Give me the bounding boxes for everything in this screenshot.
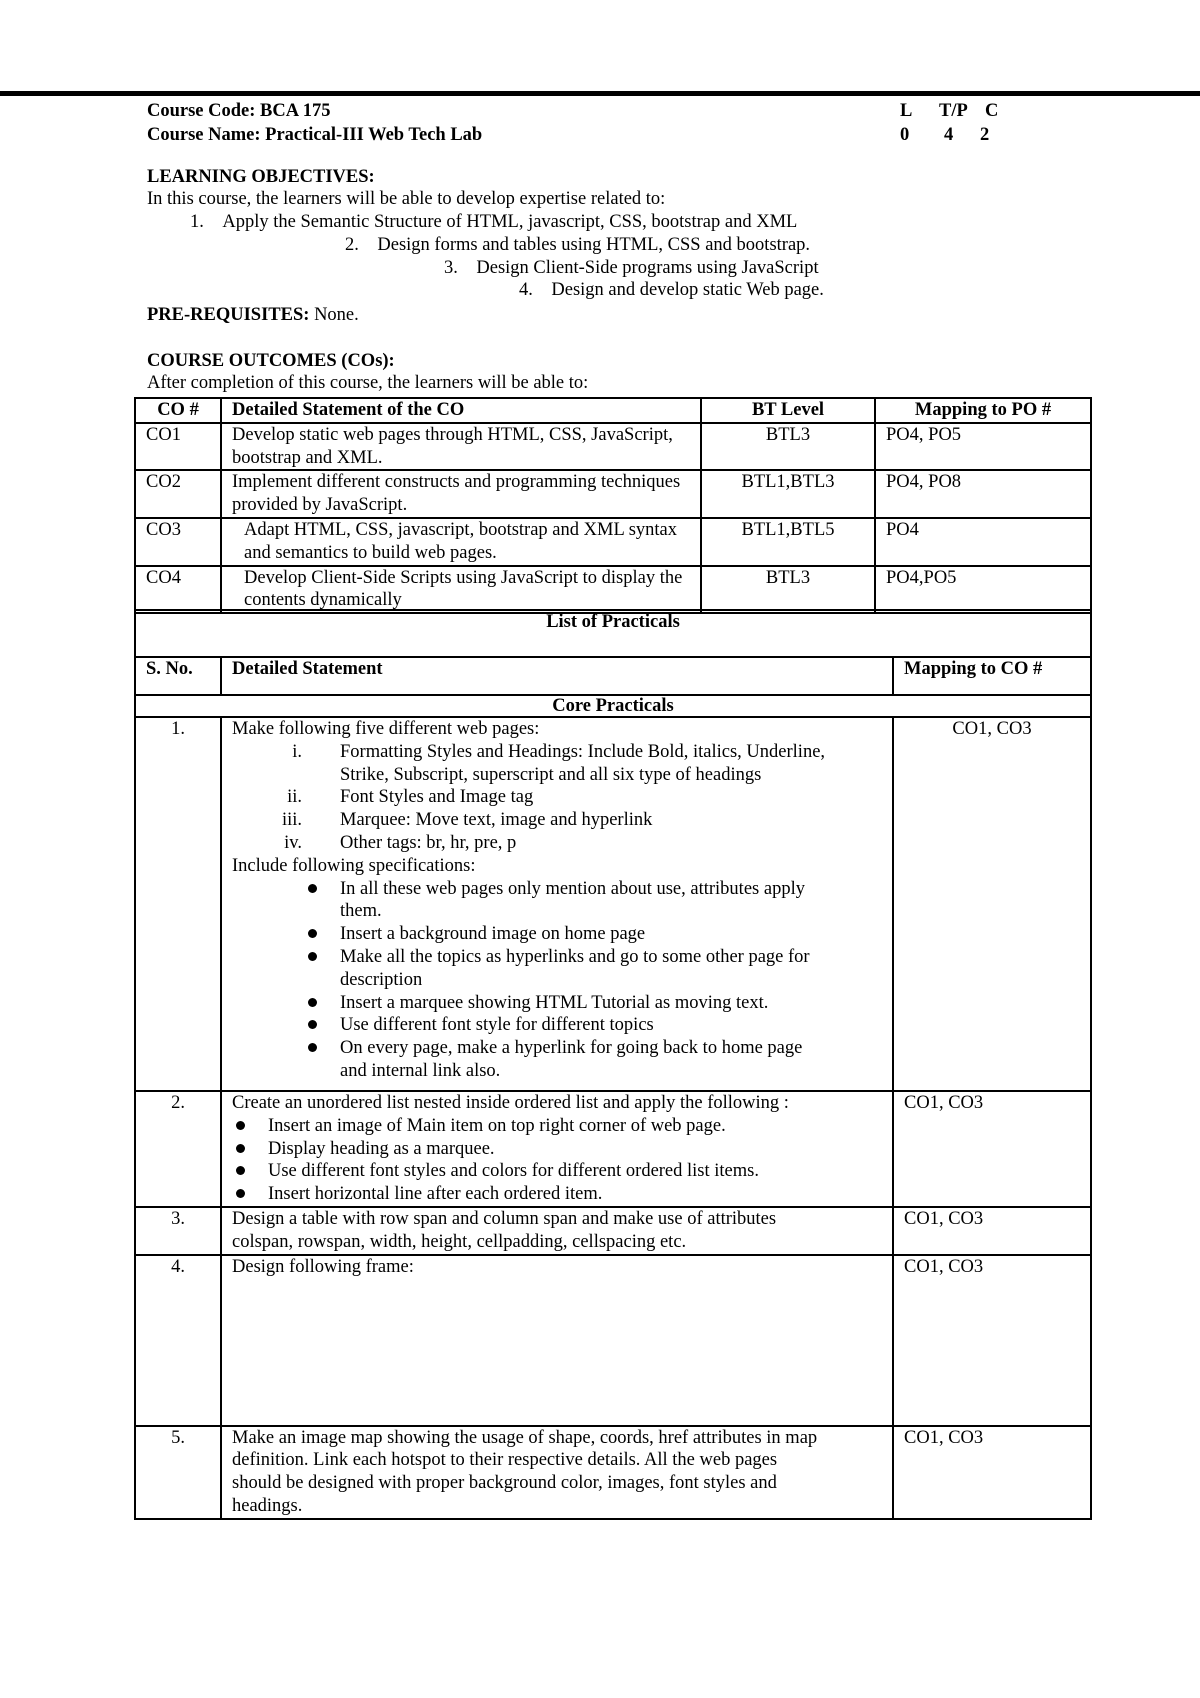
practical-line: headings.: [232, 1495, 303, 1516]
objective-item: [190, 211, 797, 234]
table-row: [135, 470, 1091, 518]
list-item-text: Display heading as a marquee.: [268, 1138, 495, 1159]
roman-num: i.: [292, 741, 302, 762]
practical-statement: [221, 1426, 893, 1519]
co-bt-level: BTL3: [701, 423, 875, 471]
list-item: [232, 946, 882, 969]
practical-num: 1.: [135, 717, 221, 1091]
practical-statement: [221, 1207, 893, 1255]
objective-item: [444, 257, 819, 280]
practical-line: definition. Link each hotspot to their respective details. All the web pages: [232, 1450, 778, 1471]
list-item-text: Font Styles and Image tag: [340, 787, 534, 808]
list-item-text: On every page, make a hyperlink for going back to home page: [340, 1038, 803, 1059]
objective-num: 1.: [190, 212, 204, 232]
list-item: [232, 1037, 882, 1060]
bullet-icon: [308, 1043, 317, 1052]
practical-line: Make an image map showing the usage of shape, coords, href attributes in map: [232, 1427, 818, 1448]
objectives-heading: LEARNING OBJECTIVES:: [147, 167, 375, 187]
co-statement: Implement different constructs and programming techniques provided by JavaScript.: [221, 470, 701, 518]
objective-text: Apply the Semantic Structure of HTML, javascript, CSS, bootstrap and XML: [222, 212, 798, 232]
ltpc-label-tp: T/P: [939, 101, 968, 121]
list-item: [232, 923, 882, 946]
co-po-mapping: PO4, PO5: [875, 423, 1091, 471]
list-item: [232, 992, 882, 1015]
objective-text: Design and develop static Web page.: [551, 280, 824, 300]
practical-intro: Create an unordered list nested inside ordered list and apply the following :: [232, 1093, 789, 1113]
col-sno: S. No.: [135, 657, 221, 695]
list-item: [232, 1014, 882, 1037]
bullet-icon: [308, 929, 317, 938]
objective-text: Design forms and tables using HTML, CSS and bootstrap.: [377, 235, 811, 255]
core-practicals-title: Core Practicals: [135, 695, 1091, 717]
practicals-header: [135, 657, 1091, 695]
co-id: CO1: [135, 423, 221, 471]
list-item-text: Use different font style for different topics: [340, 1015, 654, 1036]
list-item-text: Formatting Styles and Headings: Include Bold, italics, Underline,: [340, 741, 826, 762]
practical-num: 5.: [135, 1426, 221, 1519]
roman-num: iii.: [281, 810, 302, 831]
top-rule: [0, 91, 1200, 96]
col-co-mapping: Mapping to CO #: [893, 657, 1091, 695]
practicals-table: [134, 609, 1092, 1520]
practical-num: 4.: [135, 1255, 221, 1426]
practical-line: colspan, rowspan, width, height, cellpadding, cellspacing etc.: [232, 1231, 687, 1252]
co-bt-level: BTL1,BTL3: [701, 470, 875, 518]
practical-co-mapping: CO1, CO3: [893, 1426, 1091, 1519]
practical-num: 2.: [135, 1091, 221, 1207]
list-item-text: Marquee: Move text, image and hyperlink: [340, 810, 653, 831]
spec-intro: Include following specifications:: [232, 855, 476, 876]
list-item-continuation: description: [340, 969, 423, 990]
ltpc-value-l: 0: [900, 125, 910, 145]
ltpc-label-l: L: [900, 101, 913, 121]
list-item-text: Insert horizontal line after each ordered item.: [268, 1184, 603, 1205]
bullet-icon: [308, 1020, 317, 1029]
list-item: [232, 1115, 882, 1138]
ltpc-value-c: 2: [980, 125, 990, 145]
practical-statement: [221, 717, 893, 1091]
list-item: [232, 1160, 882, 1183]
objective-text: Design Client-Side programs using JavaScript: [476, 258, 819, 278]
table-row: [135, 1207, 1091, 1255]
bullet-icon: [308, 884, 317, 893]
objective-num: 2.: [345, 235, 359, 255]
table-row: [135, 1091, 1091, 1207]
course-name: Course Name: Practical-III Web Tech Lab: [147, 125, 483, 145]
co-statement: Develop Client-Side Scripts using JavaScript to display the contents dynamically: [221, 566, 701, 614]
practical-line: should be designed with proper background color, images, font styles and: [232, 1473, 777, 1494]
list-item-continuation: and internal link also.: [340, 1060, 501, 1081]
roman-num: iv.: [284, 832, 302, 853]
col-statement: Detailed Statement of the CO: [221, 398, 701, 423]
list-item: [232, 832, 882, 855]
list-item: [232, 741, 882, 764]
list-item-text: Other tags: br, hr, pre, p: [340, 832, 517, 853]
bullet-icon: [236, 1189, 245, 1198]
practicals-title: List of Practicals: [135, 610, 1091, 657]
co-bt-level: BTL3: [701, 566, 875, 614]
ltpc-label-c: C: [985, 101, 999, 121]
practical-num: 3.: [135, 1207, 221, 1255]
table-row: [135, 1426, 1091, 1519]
table-row: [135, 423, 1091, 471]
practical-co-mapping: CO1, CO3: [893, 717, 1091, 1091]
list-item: [232, 786, 882, 809]
bullet-icon: [236, 1144, 245, 1153]
col-co: CO #: [135, 398, 221, 423]
practical-line: Design a table with row span and column span and make use of attributes: [232, 1209, 777, 1229]
list-item: [232, 1183, 882, 1206]
outcomes-heading: COURSE OUTCOMES (COs):: [147, 351, 395, 371]
bullet-icon: [308, 998, 317, 1007]
list-item-text: Make all the topics as hyperlinks and go to some other page for: [340, 946, 810, 967]
prerequisites-value: None.: [314, 305, 359, 325]
practical-co-mapping: CO1, CO3: [893, 1091, 1091, 1207]
list-item: [232, 878, 882, 901]
table-row: [135, 518, 1091, 566]
list-item-text: Insert an image of Main item on top right corner of web page.: [268, 1115, 726, 1136]
list-item-text: Insert a background image on home page: [340, 924, 646, 945]
practical-co-mapping: CO1, CO3: [893, 1255, 1091, 1426]
co-bt-level: BTL1,BTL5: [701, 518, 875, 566]
practical-statement: [221, 1091, 893, 1207]
list-item-text: Use different font styles and colors for different ordered list items.: [268, 1161, 759, 1182]
objective-item: [345, 234, 810, 257]
co-statement: Adapt HTML, CSS, javascript, bootstrap and XML syntax and semantics to build web pages.: [221, 518, 701, 566]
list-item-continuation: them.: [340, 901, 382, 922]
list-item-text: Insert a marquee showing HTML Tutorial as moving text.: [340, 992, 769, 1013]
col-po-mapping: Mapping to PO #: [875, 398, 1091, 423]
objective-num: 4.: [519, 280, 533, 300]
col-detailed-statement: Detailed Statement: [221, 657, 893, 695]
co-statement: Develop static web pages through HTML, CSS, JavaScript, bootstrap and XML.: [221, 423, 701, 471]
objective-item: [519, 279, 824, 302]
practical-intro: Make following five different web pages:: [232, 719, 540, 739]
bullet-icon: [236, 1166, 245, 1175]
list-item: [232, 1138, 882, 1161]
outcomes-intro: After completion of this course, the learners will be able to:: [147, 373, 589, 393]
bullet-icon: [236, 1121, 245, 1130]
list-item: [232, 809, 882, 832]
table-row: [135, 717, 1091, 1091]
ltpc-value-tp: 4: [944, 125, 954, 145]
roman-num: ii.: [287, 787, 302, 808]
objective-num: 3.: [444, 258, 458, 278]
co-id: CO3: [135, 518, 221, 566]
col-bt-level: BT Level: [701, 398, 875, 423]
co-table: [134, 397, 1092, 614]
co-id: CO2: [135, 470, 221, 518]
list-item-continuation: Strike, Subscript, superscript and all six type of headings: [340, 764, 762, 785]
co-id: CO4: [135, 566, 221, 614]
practical-statement: Design following frame:: [221, 1255, 893, 1426]
objectives-intro: In this course, the learners will be able to develop expertise related to:: [147, 189, 666, 209]
practical-co-mapping: CO1, CO3: [893, 1207, 1091, 1255]
course-code: Course Code: BCA 175: [147, 101, 331, 121]
co-table-header: [135, 398, 1091, 423]
bullet-icon: [308, 952, 317, 961]
co-po-mapping: PO4: [875, 518, 1091, 566]
table-row: [135, 566, 1091, 614]
prerequisites: [147, 304, 359, 327]
prerequisites-label: PRE-REQUISITES:: [147, 305, 310, 325]
co-po-mapping: PO4,PO5: [875, 566, 1091, 614]
list-item-text: In all these web pages only mention about use, attributes apply: [340, 878, 805, 899]
co-po-mapping: PO4, PO8: [875, 470, 1091, 518]
table-row: [135, 1255, 1091, 1426]
